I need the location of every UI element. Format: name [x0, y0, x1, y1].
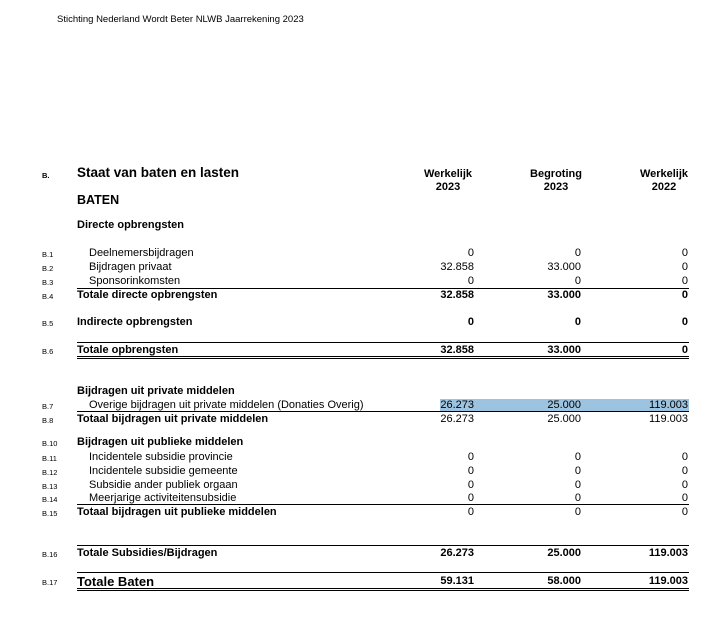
row-value-werkelijk-2023: 26.273 — [440, 399, 474, 411]
row-value-werkelijk-2022: 0 — [681, 451, 688, 463]
row-code: B.16 — [42, 550, 58, 559]
section-code: B. — [42, 171, 50, 180]
row-label: Overige bijdragen uit private middelen (Donaties Overig) — [89, 399, 364, 411]
row-label: Deelnemersbijdragen — [89, 247, 194, 259]
row-value-begroting-2023: 0 — [574, 247, 581, 259]
row-label: Totaal bijdragen uit private middelen — [77, 413, 269, 425]
row-value-begroting-2023: 0 — [574, 451, 581, 463]
column-header-werkelijk-2023 — [410, 168, 486, 194]
row-value-begroting-2023: 0 — [574, 275, 581, 287]
private-middelen-title: Bijdragen uit private middelen — [77, 385, 235, 397]
row-code: B.6 — [42, 347, 54, 356]
publieke-middelen-title: Bijdragen uit publieke middelen — [77, 436, 244, 448]
row-code: B.1 — [42, 250, 54, 259]
row-code: B.14 — [42, 495, 58, 504]
row-value-werkelijk-2022: 0 — [681, 479, 688, 491]
row-value-werkelijk-2022: 0 — [681, 261, 688, 273]
row-value-werkelijk-2022: 0 — [681, 316, 688, 328]
baten-title: BATEN — [77, 193, 120, 207]
row-label: Incidentele subsidie gemeente — [89, 465, 238, 477]
row-code: B.7 — [42, 402, 54, 411]
document-header: Stichting Nederland Wordt Beter NLWB Jaarrekening 2023 — [57, 14, 304, 25]
row-value-werkelijk-2022: 0 — [681, 492, 688, 504]
row-value-werkelijk-2023: 0 — [467, 275, 474, 287]
column-header-begroting-2023 — [518, 168, 594, 194]
row-code: B.12 — [42, 468, 58, 477]
row-value-begroting-2023: 58.000 — [547, 575, 581, 587]
rule-line — [77, 411, 689, 412]
row-code: B.3 — [42, 278, 54, 287]
row-code: B.13 — [42, 482, 58, 491]
double-rule-line — [77, 356, 689, 359]
row-label: Totale opbrengsten — [77, 344, 179, 356]
row-code: B.5 — [42, 319, 54, 328]
row-value-werkelijk-2023: 0 — [467, 465, 474, 477]
row-value-werkelijk-2022: 119.003 — [649, 413, 688, 425]
row-value-werkelijk-2023: 0 — [467, 316, 474, 328]
column-header-line2: 2023 — [543, 181, 569, 193]
rule-line — [77, 342, 689, 343]
row-value-begroting-2023: 33.000 — [547, 289, 581, 301]
rule-line — [77, 545, 689, 546]
row-code: B.17 — [42, 578, 58, 587]
row-value-werkelijk-2022: 0 — [681, 344, 688, 356]
row-value-begroting-2023: 0 — [574, 316, 581, 328]
row-label: Totale Baten — [77, 574, 155, 589]
row-label: Indirecte opbrengsten — [77, 316, 193, 328]
row-value-werkelijk-2023: 0 — [467, 247, 474, 259]
row-value-werkelijk-2022: 0 — [681, 289, 688, 301]
row-value-werkelijk-2023: 0 — [467, 479, 474, 491]
row-code: B.10 — [42, 439, 58, 448]
column-header-line1: Werkelijk — [639, 168, 689, 180]
row-value-werkelijk-2023: 26.273 — [440, 413, 474, 425]
row-label: Totaal bijdragen uit publieke middelen — [77, 506, 277, 518]
row-value-begroting-2023: 0 — [574, 479, 581, 491]
row-value-begroting-2023: 33.000 — [547, 344, 581, 356]
row-value-begroting-2023: 0 — [574, 492, 581, 504]
row-label: Totale directe opbrengsten — [77, 289, 218, 301]
row-value-werkelijk-2022: 119.003 — [648, 547, 688, 559]
rule-line — [77, 504, 689, 505]
row-code: B.11 — [42, 454, 57, 463]
row-value-werkelijk-2022: 0 — [681, 506, 688, 518]
row-value-werkelijk-2022: 0 — [681, 247, 688, 259]
row-value-werkelijk-2022: 0 — [681, 465, 688, 477]
row-code: B.4 — [42, 292, 54, 301]
row-value-werkelijk-2022: 119.003 — [649, 399, 688, 411]
row-value-werkelijk-2023: 0 — [467, 506, 474, 518]
row-code: B.15 — [42, 509, 58, 518]
row-code: B.8 — [42, 416, 54, 425]
row-value-werkelijk-2023: 32.858 — [440, 261, 474, 273]
row-value-werkelijk-2023: 59.131 — [440, 575, 474, 587]
row-value-werkelijk-2023: 32.858 — [440, 344, 474, 356]
row-value-werkelijk-2023: 0 — [467, 492, 474, 504]
column-header-line2: 2022 — [651, 181, 677, 193]
row-label: Incidentele subsidie provincie — [89, 451, 233, 463]
row-value-werkelijk-2023: 32.858 — [440, 289, 474, 301]
column-header-werkelijk-2022 — [626, 168, 702, 194]
row-value-werkelijk-2023: 26.273 — [440, 547, 474, 559]
row-label: Totale Subsidies/Bijdragen — [77, 547, 218, 559]
column-header-line2: 2023 — [435, 181, 461, 193]
row-value-begroting-2023: 33.000 — [547, 261, 581, 273]
row-code: B.2 — [42, 264, 54, 273]
row-value-werkelijk-2023: 0 — [467, 451, 474, 463]
row-label: Sponsorinkomsten — [89, 275, 181, 287]
rule-line — [77, 572, 689, 573]
row-label: Bijdragen privaat — [89, 261, 172, 273]
column-header-line1: Begroting — [530, 168, 582, 180]
section-title: Staat van baten en lasten — [77, 165, 240, 180]
row-label: Subsidie ander publiek orgaan — [89, 479, 238, 491]
double-rule-line — [77, 588, 689, 591]
row-value-werkelijk-2022: 0 — [681, 275, 688, 287]
row-value-begroting-2023: 25.000 — [547, 547, 581, 559]
row-value-begroting-2023: 0 — [574, 465, 581, 477]
column-header-line1: Werkelijk — [423, 168, 473, 180]
row-value-begroting-2023: 25.000 — [547, 413, 581, 425]
row-value-begroting-2023: 25.000 — [547, 399, 581, 411]
directe-opbrengsten-title: Directe opbrengsten — [77, 219, 184, 231]
row-value-begroting-2023: 0 — [574, 506, 581, 518]
row-value-werkelijk-2022: 119.003 — [648, 575, 688, 587]
row-label: Meerjarige activiteitensubsidie — [89, 492, 237, 504]
